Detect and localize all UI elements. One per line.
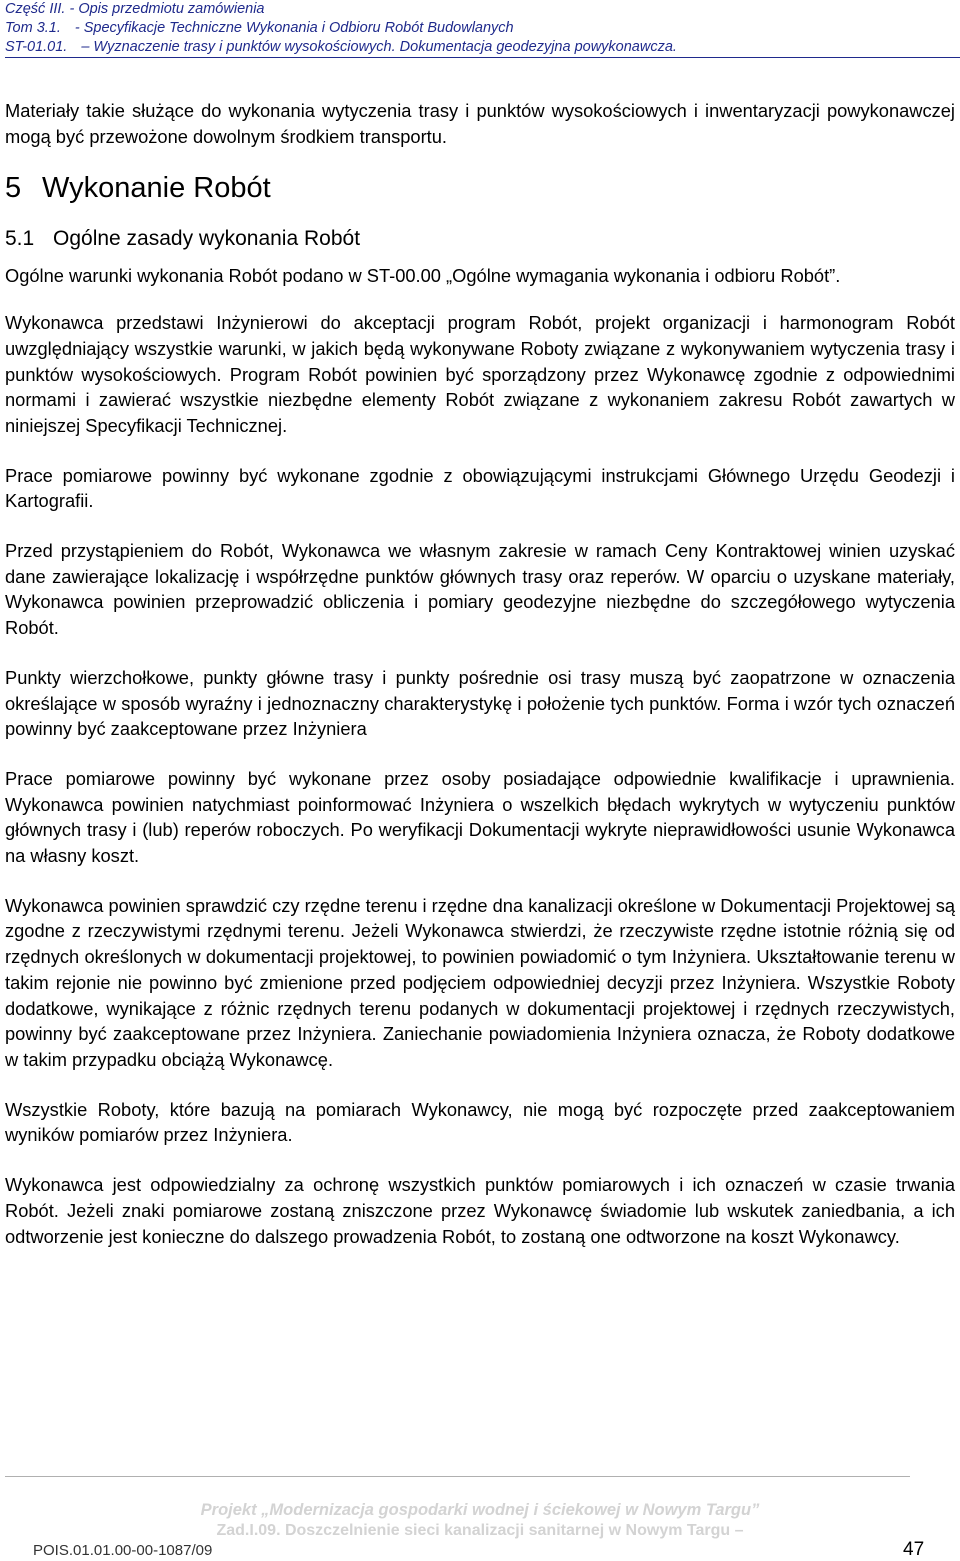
subsection-title: Ogólne zasady wykonania Robót: [53, 227, 361, 251]
paragraph-elevations: Wykonawca powinien sprawdzić czy rzędne terenu i rzędne dna kanalizacji określone w Dokumentacji Projektowej są zgodne z rzeczywistymi rzędnymi terenu. Jeżeli Wykonawca stwierdzi, że rzeczywiste rzędne istotnie różnią się od rzędnych określonych w dokumentacji projektowej, to powinien powiadomić o tym Inżyniera. Ukształtowanie terenu w takim rejonie nie powinno być zmienione przed podjęciem odpowiedniej decyzji przez Inżyniera. Wszystkie Roboty dodatkowe, wynikające z różnic rzędnych terenu podanych w dokumentacji projektowej i rzędnych rzeczywistych, powinny być zaakceptowane przez Inżyniera. Zaniechanie powiadomienia Inżyniera oznacza, że Roboty dodatkowe w takim przypadku obciążą Wykonawcę.: [5, 894, 955, 1070]
paragraph-protection: Wykonawca jest odpowiedzialny za ochronę wszystkich punktów pomiarowych i ich oznaczeń w czasie trwania Robót. Jeżeli znaki pomiarowe zostaną zniszczone przez Wykonawcę świadomie lub wskutek zaniedbania, a ich odtworzenie jest konieczne do dalszego prowadzenia Robót, to zostaną one odtworzone na koszt Wykonawcy.: [5, 1174, 955, 1247]
document-header: [5, 0, 955, 58]
header-volume-title: - Specyfikacje Techniczne Wykonania i Odbioru Robót Budowlanych: [74, 20, 514, 36]
header-volume-number: Tom 3.1.: [5, 20, 61, 36]
header-volume-line: [5, 19, 955, 38]
footer-contract-code: POIS.01.01.00-00-1087/09: [33, 1542, 213, 1559]
header-part-line: Część III. - Opis przedmiotu zamówienia: [5, 1, 265, 17]
paragraph-qualifications: Prace pomiarowe powinny być wykonane przez osoby posiadające odpowiednie kwalifikacje i uprawnienia. Wykonawca powinien natychmiast poinformować Inżyniera o wszelkich błędach wykrytych w wytyczeniu punktów głównych trasy i (lub) reperów roboczych. Po weryfikacji Dokumentacji wykryte nieprawidłowości usunie Wykonawca na własny koszt.: [5, 767, 955, 867]
paragraph-program: Wykonawca przedstawi Inżynierowi do akceptacji program Robót, projekt organizacji i harmonogram Robót uwzględniający wszystkie warunki, w jakich będą wykonywane Roboty związane z wykonywaniem wytyczenia trasy i punktów wysokościowych. Program Robót powinien być sporządzony przez Wykonawcę zgodnie z odpowiednimi normami i zawierać wszystkie niezbędne elementy Robót związane z wykonaniem zakresu Robót zawartych w niniejszej Specyfikacji Technicznej.: [5, 312, 955, 436]
paragraph-acceptance: Wszystkie Roboty, które bazują na pomiarach Wykonawcy, nie mogą być rozpoczęte przed zaakceptowaniem wyników pomiarów przez Inżyniera.: [5, 1098, 955, 1146]
paragraph-intro: Materiały takie służące do wykonania wytyczenia trasy i punktów wysokościowych i inwentaryzacji powykonawczej mogą być przewożone dowolnym środkiem transportu.: [5, 100, 955, 147]
paragraph-points-marking: Punkty wierzchołkowe, punkty główne trasy i punkty pośrednie osi trasy muszą być zaopatrzone w oznaczenia określające w sposób wyraźny i jednoznaczny charakterystykę i położenie tych punktów. Forma i wzór tych oznaczeń powinny być zaakceptowane przez Inżyniera: [5, 666, 955, 740]
header-spec-line: [5, 38, 955, 57]
paragraph-survey-instructions: Prace pomiarowe powinny być wykonane zgodnie z obowiązującymi instrukcjami Głównego Urzędu Geodezji i Kartografii.: [5, 464, 955, 512]
footer-task: Zad.I.09. Doszczelnienie sieci kanalizacji sanitarnej w Nowym Targu –: [216, 1522, 744, 1539]
section-heading: [5, 171, 955, 205]
footer-project: Projekt „Modernizacja gospodarki wodnej i ściekowej w Nowym Targu”: [200, 1501, 760, 1519]
header-spec-code: ST-01.01.: [5, 39, 68, 55]
page-number: 47: [903, 1539, 925, 1560]
header-rule: [5, 57, 960, 58]
subsection-number: 5.1: [5, 227, 35, 251]
subsection-heading: [5, 225, 955, 253]
header-spec-title: – Wyznaczenie trasy i punktów wysokościowych. Dokumentacja geodezyjna powykonawcza.: [81, 39, 677, 55]
paragraph-general: Ogólne warunki wykonania Robót podano w ST-00.00 „Ogólne wymagania wykonania i odbioru Robót”.: [5, 265, 841, 287]
section-title: Wykonanie Robót: [42, 172, 271, 205]
footer-rule: [5, 1476, 910, 1477]
section-number: 5: [5, 172, 22, 205]
paragraph-survey-data: Przed przystąpieniem do Robót, Wykonawca we własnym zakresie w ramach Ceny Kontraktowej winien uzyskać dane zawierające lokalizację i współrzędne punktów głównych trasy oraz reperów. W oparciu o uzyskane materiały, Wykonawca powinien przeprowadzić obliczenia i pomiary geodezyjne niezbędne do szczegółowego wytyczenia Robót.: [5, 540, 955, 639]
document-body: [5, 98, 955, 1249]
